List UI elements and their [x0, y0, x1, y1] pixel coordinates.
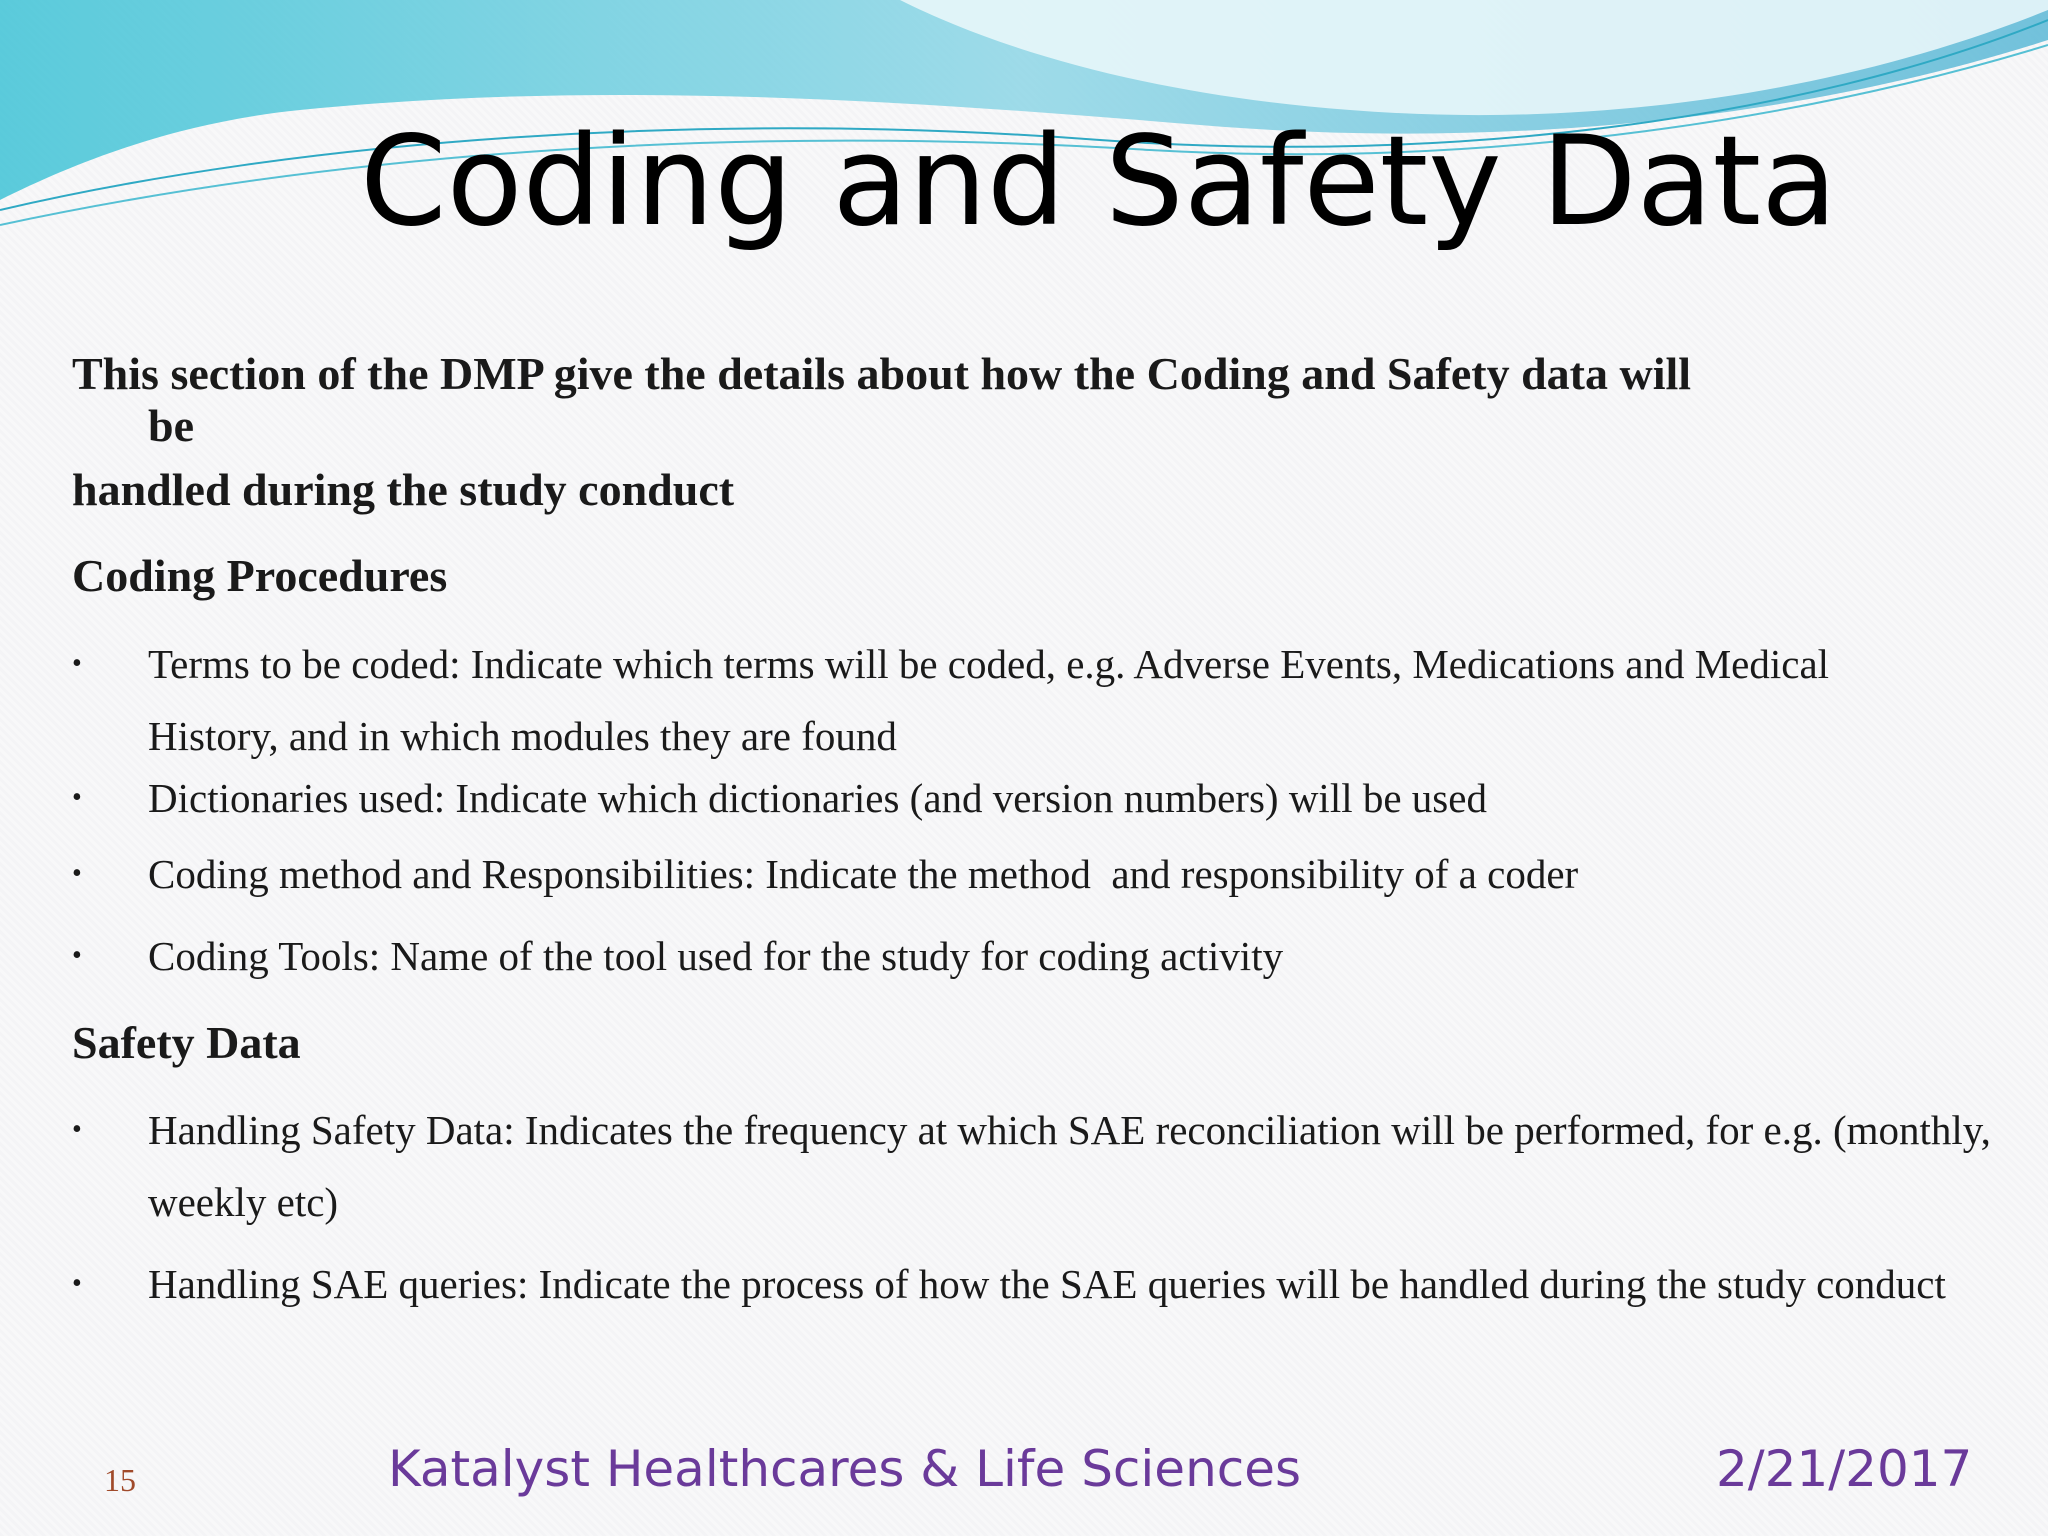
bullet-icon: •	[72, 1268, 82, 1299]
coding-bullet-dictionaries	[72, 762, 1972, 834]
safety-data-heading: Safety Data	[72, 1017, 301, 1068]
safety-bullet-handling-data	[72, 1094, 1991, 1238]
bullet-icon: •	[72, 782, 82, 813]
bullet-text: Handling SAE queries: Indicate the process of how the SAE queries will be handled during the study conduct	[148, 1261, 1946, 1307]
bullet-icon: •	[72, 1114, 82, 1145]
slide-title: Coding and Safety Data	[360, 110, 1838, 254]
footer-date: 2/21/2017	[1716, 1440, 1973, 1498]
intro-line-2: be	[148, 400, 194, 451]
bullet-text: Dictionaries used: Indicate which dictionaries (and version numbers) will be used	[148, 775, 1487, 821]
footer-organization: Katalyst Healthcares & Life Sciences	[388, 1440, 1302, 1498]
bullet-text: Coding Tools: Name of the tool used for the study for coding activity	[148, 933, 1284, 979]
intro-line-1: This section of the DMP give the details about how the Coding and Safety data will	[72, 348, 1692, 399]
bullet-icon: •	[72, 648, 82, 679]
coding-bullet-tools	[72, 920, 1972, 992]
coding-bullet-method	[72, 838, 1972, 910]
bullet-text: Terms to be coded: Indicate which terms will be coded, e.g. Adverse Events, Medications and Medical History, and in which modules they are found	[148, 641, 1830, 759]
bullet-text: Coding method and Responsibilities: Indicate the method and responsibility of a coder	[148, 851, 1579, 897]
coding-bullet-terms	[72, 628, 1972, 772]
page-number: 15	[104, 1462, 136, 1498]
bullet-icon: •	[72, 940, 82, 971]
bullet-icon: •	[72, 858, 82, 889]
bullet-text: Handling Safety Data: Indicates the frequency at which SAE reconciliation will be performed, for e.g. (monthly, weekly etc)	[148, 1107, 1991, 1225]
coding-procedures-heading: Coding Procedures	[72, 550, 448, 601]
safety-bullet-sae-queries	[72, 1248, 1972, 1320]
intro-line-3: handled during the study conduct	[72, 464, 735, 515]
intro-text	[72, 348, 1972, 516]
